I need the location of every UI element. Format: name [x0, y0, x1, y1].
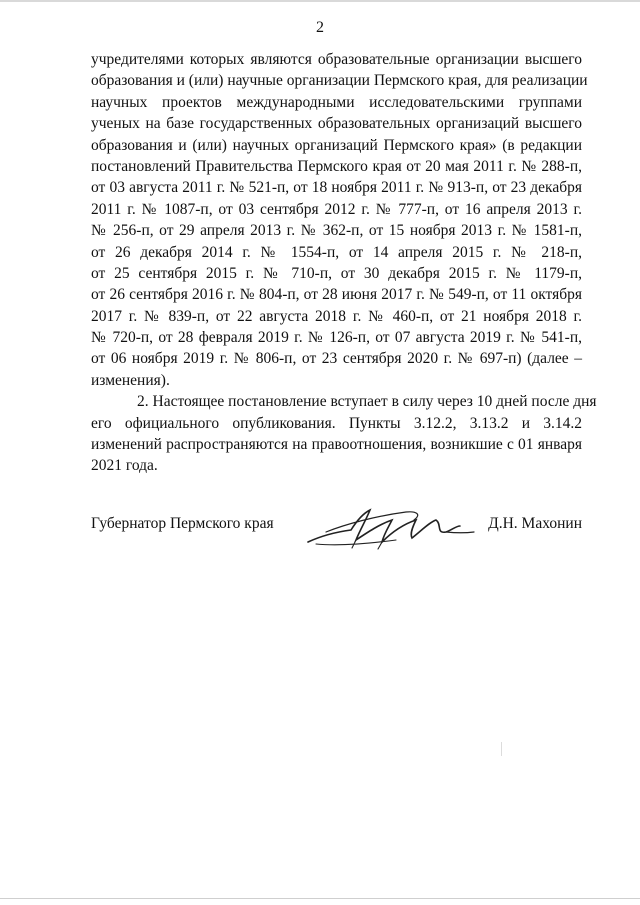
text-line: ученых на базе государственных образовательных организаций высшего [91, 115, 582, 133]
paragraph-2 [91, 391, 597, 477]
margin-mark [501, 742, 502, 756]
text-line: образования и (или) научные организации Пермского края, для реализации [91, 72, 588, 90]
text-line: научных проектов международными исследовательскими группами [91, 93, 582, 111]
text-line: от 03 августа 2011 г. № 521-п, от 18 ноября 2011 г. № 913-п, от 23 декабря [91, 179, 582, 197]
text-line: образования и (или) научных организаций Пермского края» (в редакции [91, 136, 582, 154]
signature-block [91, 512, 582, 552]
signatory-name: Д.Н. Махонин [488, 515, 582, 532]
text-line: от 26 декабря 2014 г. № 1554-п, от 14 апреля 2015 г. № 218-п, [91, 243, 582, 261]
text-line: 2. Настоящее постановление вступает в силу через 10 дней после дня [137, 393, 597, 411]
text-line: от 26 сентября 2016 г. № 804-п, от 28 июня 2017 г. № 549-п, от 11 октября [91, 286, 582, 304]
text-line: 2021 года. [91, 457, 158, 475]
page-top-border [0, 0, 640, 2]
text-line: 2017 г. № 839-п, от 22 августа 2018 г. № 460-п, от 21 ноября 2018 г. [91, 307, 582, 325]
page-number: 2 [316, 19, 324, 36]
text-line: от 25 сентября 2015 г. № 710-п, от 30 декабря 2015 г. № 1179-п, [91, 264, 582, 282]
text-line: изменения). [91, 371, 170, 389]
text-line: 2011 г. № 1087-п, от 03 сентября 2012 г. № 777-п, от 16 апреля 2013 г. [91, 200, 582, 218]
text-line: его официального опубликования. Пункты 3.12.2, 3.13.2 и 3.14.2 [91, 414, 582, 432]
text-line: № 256-п, от 29 апреля 2013 г. № 362-п, от 15 ноября 2013 г. № 1581-п, [91, 222, 582, 240]
text-line: № 720-п, от 28 февраля 2019 г. № 126-п, от 07 августа 2019 г. № 541-п, [91, 329, 582, 347]
paragraph-1 [91, 49, 588, 391]
signatory-position: Губернатор Пермского края [91, 515, 274, 532]
text-line: изменений распространяются на правоотношения, возникшие с 01 января [91, 436, 582, 454]
text-line: постановлений Правительства Пермского края от 20 мая 2011 г. № 288-п, [91, 157, 582, 175]
handwritten-signature-icon [296, 502, 476, 552]
text-line: от 06 ноября 2019 г. № 806-п, от 23 сентября 2020 г. № 697-п) (далее – [91, 350, 582, 368]
document-body [91, 49, 597, 477]
text-line: учредителями которых являются образовательные организации высшего [91, 51, 582, 68]
page-bottom-border [0, 898, 640, 899]
